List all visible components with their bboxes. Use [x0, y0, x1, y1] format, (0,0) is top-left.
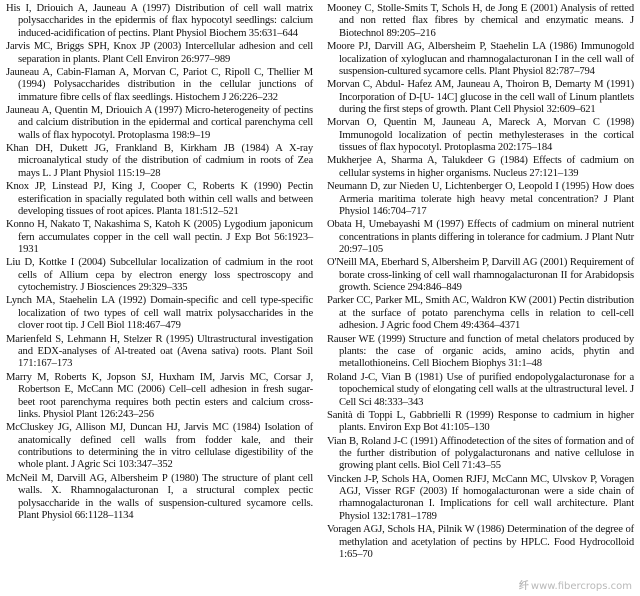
watermark-text: www.fibercrops.com: [530, 580, 632, 592]
reference-entry: Vian B, Roland J-C (1991) Affinodetection of the sites of formation and of the further distribution of polygalacturonans and native cellulose in growing plant cells. Biol Cell 71:43–55: [327, 435, 634, 472]
reference-entry: Morvan C, Abdul- Hafez AM, Jauneau A, Thoiron B, Demarty M (1991) Incorporation of D-[U- 14C] glucose in the cell wall of Linum plantlets during the first steps of growth. Plant Cell Physiol 32:609–621: [327, 79, 634, 116]
reference-entry: Rauser WE (1999) Structure and function of metal chelators produced by plants: the case of organic acids, amino acids, phytin and metallothioneins. Cell Biochem Biophys 31:1–48: [327, 333, 634, 370]
reference-entry: His I, Driouich A, Jauneau A (1997) Distribution of cell wall matrix polysaccharides in the epidermis of flax hypocotyl seedlings: calcium induced-acidification of pectins. Plant Physiol Biochem 35:631–644: [6, 3, 313, 39]
reference-entry: Lynch MA, Staehelin LA (1992) Domain-specific and cell type-specific localization of two types of cell wall matrix polysaccharides in the clover root tip. J Cell Biol 118:467–479: [6, 295, 313, 332]
reference-columns: [6, 3, 634, 562]
reference-entry: Moore PJ, Darvill AG, Albersheim P, Staehelin LA (1986) Immunogold localization of xyloglucan and rhamnogalacturonan I in the cell wall of suspension-cultured sycamore cells. Plant Physiol 82:787–794: [327, 41, 634, 77]
reference-entry: McCluskey JG, Allison MJ, Duncan HJ, Jarvis MC (1984) Isolation of anatomically defined cell walls from fodder kale, and their contributions to determining the in vitro cellulase digestibility of the whole plant. J Agric Sci 103:347–352: [6, 422, 313, 471]
reference-entry: Mukherjee A, Sharma A, Talukdeer G (1984) Effects of cadmium on cellular systems in higher organisms. Nucleus 27:121–139: [327, 155, 634, 179]
reference-entry: Konno H, Nakato T, Nakashima S, Katoh K (2005) Lygodium japonicum fern accumulates copper in the cell wall pectin. J Exp Bot 56:1923–1931: [6, 219, 313, 256]
reference-entry: Parker CC, Parker ML, Smith AC, Waldron KW (2001) Pectin distribution at the surface of potato parenchyma cells in relation to cell-cell adhesion. J Agric food Chem 49:4364–4371: [327, 295, 634, 332]
reference-entry: Mooney C, Stolle-Smits T, Schols H, de Jong E (2001) Analysis of retted and non retted flax fibres by chemical and enzymatic means. J Biotechnol 89:205–216: [327, 3, 634, 39]
reference-entry: Knox JP, Linstead PJ, King J, Cooper C, Roberts K (1990) Pectin esterification in spacially regulated both within cell walls and between developing tissues of root apices. Planta 181:512–521: [6, 181, 313, 217]
reference-entry: Sanità di Toppi L, Gabbrielli R (1999) Response to cadmium in higher plants. Environ Exp Bot 41:105–130: [327, 409, 634, 434]
right-reference-column: [327, 3, 634, 562]
reference-entry: Vincken J-P, Schols HA, Oomen RJFJ, McCann MC, Ulvskov P, Voragen AGJ, Visser RGF (2003) If homogalacturonan were a side chain of rhamnogalacturonan I. Implications for cell wall architecture. Plant Physiol 132:1781–1789: [327, 473, 634, 522]
reference-entry: Jauneau A, Cabin-Flaman A, Morvan C, Pariot C, Ripoll C, Thellier M (1994) Polysaccharides distribution in the cellular junctions of immature fibre cells of flax seedlings. Histochem J 26:226–232: [6, 66, 313, 103]
reference-entry: Marienfeld S, Lehmann H, Stelzer R (1995) Ultrastructural investigation and EDX-analyses of Al-treated oat (Avena sativa) roots. Plant Soil 171:167–173: [6, 333, 313, 370]
reference-entry: Jauneau A, Quentin M, Driouich A (1997) Micro-heterogeneity of pectins and calcium distribution in the epidermal and cortical parenchyma cell walls of flax hypocotyl. Protoplasma 198:9–19: [6, 104, 313, 141]
reference-entry: Morvan O, Quentin M, Jauneau A, Mareck A, Morvan C (1998) Immunogold localization of pectin methylesterases in the cortical tissues of flax hypocotyl. Protoplasma 202:175–184: [327, 117, 634, 154]
reference-entry: Obata H, Umebayashi M (1997) Effects of cadmium on mineral nutrient concentrations in plants differing in tolerance for cadmium. J Plant Nutr 20:97–105: [327, 219, 634, 256]
watermark-logo: 纤: [518, 580, 529, 592]
reference-entry: McNeil M, Darvill AG, Albersheim P (1980) The structure of plant cell walls. X. Rhamnogalacturonan I, a structural complex pectic polysaccharide in the walls of suspension-cultured sycamore cells. Plant Physiol 66:1128–1134: [6, 472, 313, 521]
reference-entry: Liu D, Kottke I (2004) Subcellular localization of cadmium in the root cells of Allium cepa by electron energy loss spectroscopy and cytochemistry. J Biosciences 29:329–335: [6, 257, 313, 294]
reference-entry: Jarvis MC, Briggs SPH, Knox JP (2003) Intercellular adhesion and cell separation in plants. Plant Cell Environ 26:977–989: [6, 41, 313, 65]
reference-entry: O'Neill MA, Eberhard S, Albersheim P, Darvill AG (2001) Requirement of borate cross-linking of cell wall rhamnogalacturonan II for Arabidopsis growth. Science 294:846–849: [327, 257, 634, 294]
reference-entry: Roland J-C, Vian B (1981) Use of purified endopolygalacturonase for a topochemical study of elongating cell walls at the ultrastructural level. J Cell Sci 48:333–343: [327, 371, 634, 408]
left-reference-column: [6, 3, 313, 562]
reference-entry: Neumann D, zur Nieden U, Lichtenberger O, Leopold I (1995) How does Armeria maritima tolerate high heavy metal concentration? J Plant Physiol 146:704–717: [327, 181, 634, 217]
reference-entry: Khan DH, Dukett JG, Frankland B, Kirkham JB (1984) A X-ray microanalytical study of the distribution of cadmium in roots of Zea mays L. J Plant Physiol 115:19–28: [6, 143, 313, 179]
site-watermark: [519, 581, 632, 593]
reference-entry: Marry M, Roberts K, Jopson SJ, Huxham IM, Jarvis MC, Corsar J, Robertson E, McCann MC (2006) Cell–cell adhesion in fresh sugar-beet root parenchyma requires both pectin esters and calcium cross-links. Physiol Plant 126:243–256: [6, 371, 313, 420]
reference-entry: Voragen AGJ, Schols HA, Pilnik W (1986) Determination of the degree of methylation and acetylation of pectins by HPLC. Food Hydrocolloid 1:65–70: [327, 524, 634, 560]
